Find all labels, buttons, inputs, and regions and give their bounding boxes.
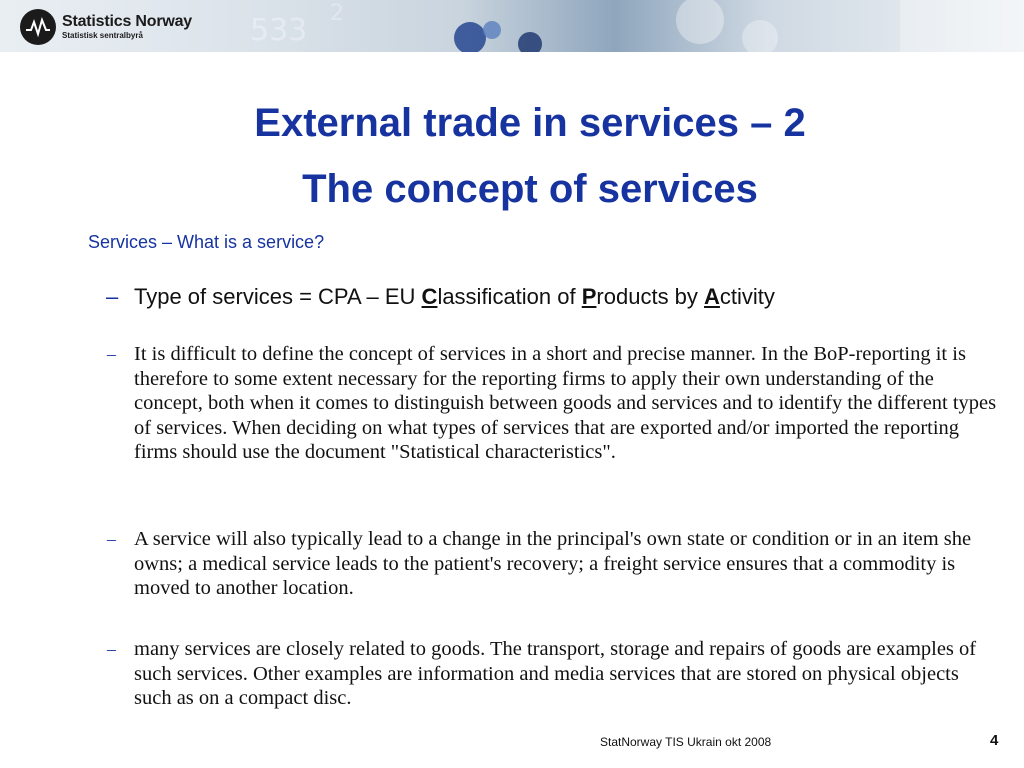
svg-text:533: 533 bbox=[250, 13, 308, 48]
logo bbox=[20, 9, 192, 45]
bullet-dash: – bbox=[107, 529, 116, 549]
bullet-main bbox=[106, 283, 1006, 311]
slide-title bbox=[0, 90, 1024, 222]
svg-text:2: 2 bbox=[330, 1, 344, 26]
bullet-dash: – bbox=[106, 284, 119, 309]
header-banner bbox=[0, 0, 1024, 52]
logo-icon bbox=[20, 9, 56, 45]
logo-subtitle: Statistisk sentralbyrå bbox=[62, 31, 143, 40]
bullet-main-text: Type of services = CPA – EU Classification of Products by Activity bbox=[134, 284, 775, 309]
logo-name: Statistics Norway bbox=[62, 13, 192, 30]
bullet-text: It is difficult to define the concept of services in a short and precise manner. In the BoP-reporting it is therefore to some extent necessary for the reporting firms to apply their own understanding of the concept, both when it comes to distinguish between goods and services and to identify the different types of services. When deciding on what types of services that are exported and/or imported the reporting firms should use the document "Statistical characteristics". bbox=[134, 343, 997, 463]
slide-title-line1: External trade in services – 2 bbox=[254, 101, 806, 145]
bullet-text: A service will also typically lead to a change in the principal's own state or condition or in an item she owns; a medical service leads to the patient's recovery; a freight service ensures that a commodity is moved to another location. bbox=[134, 528, 972, 599]
bullet-dash: – bbox=[107, 344, 116, 364]
slide-title-line2: The concept of services bbox=[302, 167, 758, 211]
bullet-dash: – bbox=[107, 639, 116, 659]
bullet-text: many services are closely related to goods. The transport, storage and repairs of goods are examples of such services. Other examples are information and media services that are stored on physical objects such as on a compact disc. bbox=[134, 638, 977, 709]
page-number: 4 bbox=[990, 732, 999, 749]
footer-note: StatNorway TIS Ukrain okt 2008 bbox=[600, 735, 772, 749]
bullet-item bbox=[107, 637, 997, 711]
bullet-item bbox=[107, 342, 997, 465]
bullet-item bbox=[107, 527, 997, 601]
subheading: Services – What is a service? bbox=[88, 232, 325, 252]
